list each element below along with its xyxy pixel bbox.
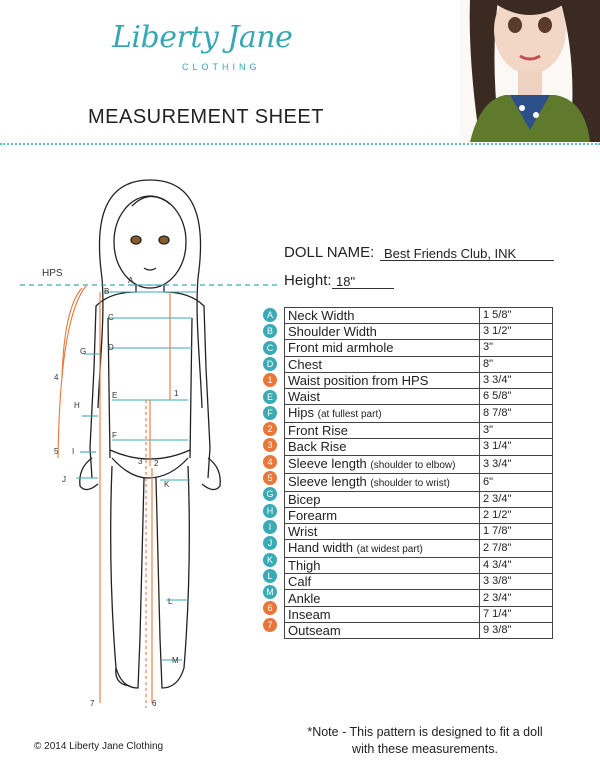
measurement-value: 8 7/8" xyxy=(480,405,553,423)
measurement-value: 3" xyxy=(480,340,553,356)
measurement-badge: F xyxy=(263,406,277,420)
table-row xyxy=(285,388,553,404)
measurement-badge: D xyxy=(263,357,277,371)
brand-name: Liberty Jane xyxy=(112,20,293,55)
table-row xyxy=(285,473,553,491)
measurement-badge: B xyxy=(263,324,277,338)
header-divider xyxy=(0,143,600,145)
measurement-name: Sleeve length xyxy=(288,455,367,471)
measurement-badge: 2 xyxy=(263,422,277,436)
measurement-name: Front mid armhole xyxy=(288,340,394,356)
diagram-label-c: C xyxy=(108,313,114,322)
measurement-note: (shoulder to elbow) xyxy=(370,459,456,471)
measurement-badge: A xyxy=(263,308,277,322)
measurement-label xyxy=(285,388,480,404)
measurement-label xyxy=(285,423,480,439)
measurement-value: 1 5/8" xyxy=(480,308,553,324)
measurement-value: 3 1/2" xyxy=(480,324,553,340)
diagram-label-i: I xyxy=(72,447,75,456)
measurement-value: 4 3/4" xyxy=(480,558,553,574)
diagram-label-6: 6 xyxy=(152,699,157,708)
measurement-badge: 5 xyxy=(263,471,277,485)
diagram-label-j: J xyxy=(62,475,66,484)
measurement-note: (shoulder to wrist) xyxy=(370,477,450,489)
table-row xyxy=(285,439,553,455)
measurement-value: 6" xyxy=(480,473,553,491)
table-row xyxy=(285,423,553,439)
doll-name-label: DOLL NAME: xyxy=(284,244,375,261)
doll-height-value: 18" xyxy=(336,274,356,289)
doll-height-label: Height: xyxy=(284,272,332,289)
measurement-value: 9 3/8" xyxy=(480,622,553,638)
diagram-label-2: 2 xyxy=(154,459,159,468)
measurement-label xyxy=(285,606,480,622)
measurement-name: Back Rise xyxy=(288,439,347,455)
measurement-name: Neck Width xyxy=(288,308,355,324)
measurement-label xyxy=(285,439,480,455)
measurement-name: Ankle xyxy=(288,590,321,606)
measurement-value: 3 3/4" xyxy=(480,455,553,473)
brand-logo xyxy=(112,20,293,82)
table-row xyxy=(285,308,553,324)
measurement-badge: 7 xyxy=(263,618,277,632)
measurement-label xyxy=(285,523,480,539)
doll-height-underline xyxy=(332,288,394,289)
doll-name-value: Best Friends Club, INK xyxy=(384,246,517,261)
measurement-badge: G xyxy=(263,487,277,501)
diagram-label-l: L xyxy=(168,597,173,606)
measurement-label xyxy=(285,491,480,507)
table-row xyxy=(285,324,553,340)
measurement-name: Wrist xyxy=(288,523,318,539)
measurement-name: Waist position from HPS xyxy=(288,372,429,388)
doll-height-field xyxy=(284,272,356,289)
measurement-label xyxy=(285,455,480,473)
table-row xyxy=(285,590,553,606)
measurement-badge: 3 xyxy=(263,438,277,452)
measurement-label xyxy=(285,540,480,558)
brand-subtitle: CLOTHING xyxy=(182,62,261,72)
measurement-label xyxy=(285,574,480,590)
fit-note-line2: with these measurements. xyxy=(352,742,498,756)
measurement-label xyxy=(285,340,480,356)
measurement-name: Bicep xyxy=(288,491,321,507)
measurement-label xyxy=(285,622,480,638)
measurement-badge: J xyxy=(263,536,277,550)
measurement-name: Chest xyxy=(288,356,322,372)
copyright: © 2014 Liberty Jane Clothing xyxy=(34,741,164,752)
fit-note xyxy=(290,724,560,758)
diagram-label-b: B xyxy=(104,287,110,296)
measurement-badge: C xyxy=(263,341,277,355)
table-row xyxy=(285,540,553,558)
measurement-name: Inseam xyxy=(288,606,331,622)
measurement-name: Outseam xyxy=(288,622,341,638)
diagram-label-g: G xyxy=(80,347,87,356)
measurement-value: 2 7/8" xyxy=(480,540,553,558)
table-row xyxy=(285,491,553,507)
measurement-name: Waist xyxy=(288,389,321,405)
measurement-name: Hand width xyxy=(288,540,354,556)
measurement-badge: 4 xyxy=(263,455,277,469)
diagram-label-e: E xyxy=(112,391,118,400)
measurement-value: 3 3/4" xyxy=(480,372,553,388)
measurement-value: 3 3/8" xyxy=(480,574,553,590)
measurement-value: 2 1/2" xyxy=(480,507,553,523)
measurement-value: 2 3/4" xyxy=(480,491,553,507)
table-row xyxy=(285,340,553,356)
table-row xyxy=(285,558,553,574)
table-row xyxy=(285,507,553,523)
measurement-label xyxy=(285,308,480,324)
measurement-badge: E xyxy=(263,390,277,404)
measurement-label xyxy=(285,473,480,491)
diagram-label-k: K xyxy=(164,480,170,489)
measurement-badge: I xyxy=(263,520,277,534)
doll-name-underline xyxy=(380,260,554,261)
diagram-label-1: 1 xyxy=(174,389,179,398)
measurement-name: Front Rise xyxy=(288,423,348,439)
measurement-label xyxy=(285,324,480,340)
table-row xyxy=(285,606,553,622)
measurement-label xyxy=(285,507,480,523)
hps-label: HPS xyxy=(42,268,63,279)
table-row xyxy=(285,455,553,473)
measurement-badge: L xyxy=(263,569,277,583)
diagram-label-5: 5 xyxy=(54,447,59,456)
measurement-name: Shoulder Width xyxy=(288,324,377,340)
diagram-label-d: D xyxy=(108,343,114,352)
measurement-table xyxy=(284,307,553,639)
measurement-badge: 6 xyxy=(263,601,277,615)
measurement-name: Calf xyxy=(288,574,312,590)
measurement-value: 3 1/4" xyxy=(480,439,553,455)
measurement-value: 6 5/8" xyxy=(480,388,553,404)
measurement-badge: M xyxy=(263,585,277,599)
table-row xyxy=(285,372,553,388)
measurement-label xyxy=(285,405,480,423)
measurement-note: (at widest part) xyxy=(356,544,423,556)
table-row xyxy=(285,622,553,638)
measurement-value: 3" xyxy=(480,423,553,439)
measurement-name: Hips xyxy=(288,405,315,421)
diagram-label-3: 3 xyxy=(138,457,143,466)
measurement-value: 2 3/4" xyxy=(480,590,553,606)
measurement-note: (at fullest part) xyxy=(317,409,382,421)
diagram-label-m: M xyxy=(172,656,179,665)
measurement-name: Thigh xyxy=(288,558,321,574)
measurement-value: 8" xyxy=(480,356,553,372)
measurement-label xyxy=(285,558,480,574)
diagram-label-h: H xyxy=(74,401,80,410)
fit-note-line1: *Note - This pattern is designed to fit a doll xyxy=(307,725,543,739)
doll-name-field xyxy=(284,244,517,261)
page-title: MEASUREMENT SHEET xyxy=(88,106,324,128)
measurement-value: 1 7/8" xyxy=(480,523,553,539)
diagram-label-f: F xyxy=(112,431,117,440)
table-row xyxy=(285,574,553,590)
measurement-badge: 1 xyxy=(263,373,277,387)
measurement-name: Forearm xyxy=(288,507,338,523)
table-row xyxy=(285,405,553,423)
measurement-badge: H xyxy=(263,504,277,518)
doll-diagram xyxy=(20,168,280,708)
diagram-label-a: A xyxy=(128,276,134,285)
measurement-value: 7 1/4" xyxy=(480,606,553,622)
measurement-badge: K xyxy=(263,553,277,567)
measurement-name: Sleeve length xyxy=(288,473,367,489)
doll-photo xyxy=(460,0,600,142)
diagram-label-4: 4 xyxy=(54,373,59,382)
table-row xyxy=(285,523,553,539)
table-row xyxy=(285,356,553,372)
measurement-label xyxy=(285,590,480,606)
measurement-label xyxy=(285,356,480,372)
measurement-label xyxy=(285,372,480,388)
diagram-label-7: 7 xyxy=(90,699,95,708)
